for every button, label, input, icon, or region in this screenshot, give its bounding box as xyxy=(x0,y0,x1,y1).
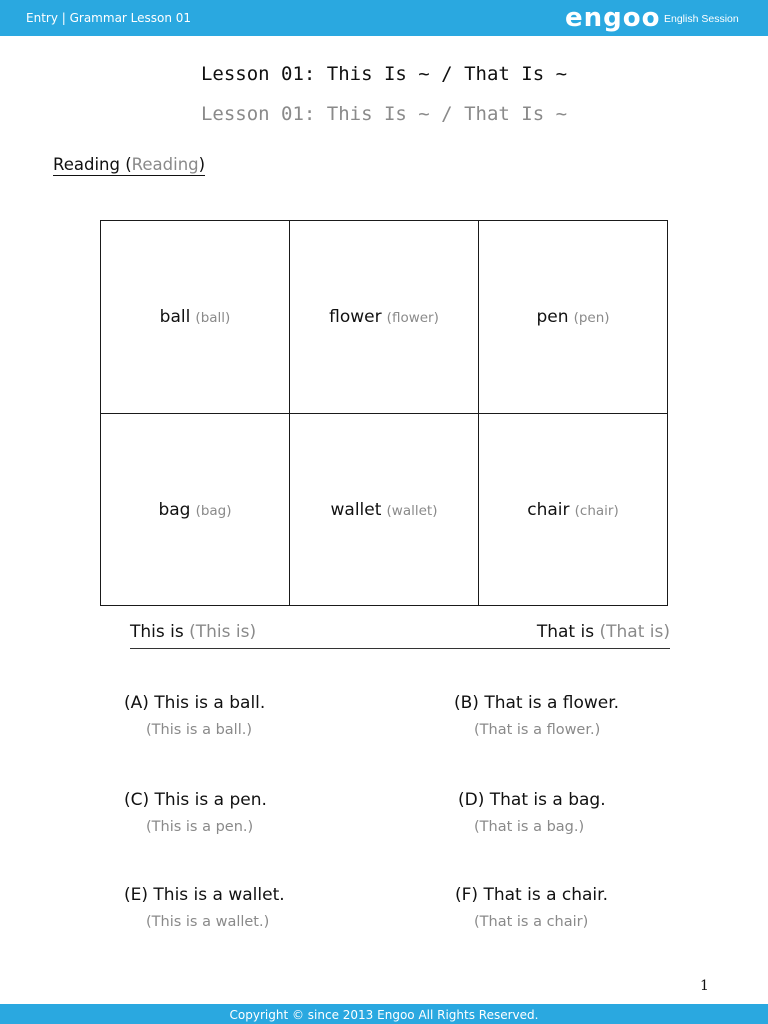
vocabulary-table xyxy=(100,220,668,606)
example-translation: (This is a wallet.) xyxy=(146,914,270,930)
vocab-cell xyxy=(290,221,479,414)
lesson-title-translation: Lesson 01: This Is ~ / That Is ~ xyxy=(200,103,568,125)
vocab-translation: (ball) xyxy=(195,310,231,326)
example-translation: (This is a pen.) xyxy=(146,819,254,835)
vocab-word: flower xyxy=(329,307,382,327)
section-label-translation: Reading xyxy=(131,155,199,174)
table-row xyxy=(101,221,668,414)
vocab-cell xyxy=(479,221,668,414)
pattern-that-translation: (That is) xyxy=(599,622,670,642)
section-heading-reading xyxy=(53,155,205,176)
vocab-cell xyxy=(101,221,290,414)
example-sentence: (A) This is a ball. xyxy=(124,693,266,713)
vocab-translation: (bag) xyxy=(195,502,232,519)
example-translation: (This is a ball.) xyxy=(146,722,252,738)
pattern-bar xyxy=(130,622,670,649)
page-number: 1 xyxy=(700,978,709,994)
vocab-word: wallet xyxy=(330,499,382,520)
example-sentence: (D) That is a bag. xyxy=(458,790,606,810)
example-translation: (That is a chair) xyxy=(474,914,589,930)
example-b xyxy=(454,693,619,738)
vocab-word: chair xyxy=(527,499,570,520)
vocab-cell xyxy=(479,414,668,606)
example-translation: (That is a bag.) xyxy=(474,819,585,835)
vocab-word: pen xyxy=(536,307,569,327)
pattern-that-label: That is xyxy=(536,622,595,642)
pattern-this-label: This is xyxy=(130,622,184,642)
copyright-text: Copyright © since 2013 Engoo All Rights Reserved. xyxy=(229,1008,539,1022)
vocab-word: ball xyxy=(159,307,191,327)
pattern-this-translation: (This is) xyxy=(189,622,257,642)
vocab-translation: (wallet) xyxy=(386,502,438,519)
vocab-cell xyxy=(101,414,290,606)
section-label: Reading xyxy=(53,155,120,174)
table-row xyxy=(101,414,668,606)
example-sentence: (F) That is a chair. xyxy=(455,885,608,905)
example-c xyxy=(124,790,267,835)
footer-bar xyxy=(0,1004,768,1024)
lesson-title: Lesson 01: This Is ~ / That Is ~ xyxy=(200,63,568,85)
vocab-translation: (chair) xyxy=(574,502,619,519)
vocab-translation: (flower) xyxy=(386,310,439,326)
course-breadcrumb: Entry | Grammar Lesson 01 xyxy=(26,11,192,25)
example-a xyxy=(124,693,265,738)
pattern-this-is xyxy=(130,622,256,642)
pattern-that-is xyxy=(537,622,670,642)
header-bar xyxy=(0,0,768,36)
vocab-cell xyxy=(290,414,479,606)
vocab-translation: (pen) xyxy=(573,310,610,326)
vocab-word: bag xyxy=(158,499,191,520)
example-sentence: (C) This is a pen. xyxy=(124,790,267,810)
engoo-logo-text: engoo xyxy=(565,3,661,33)
engoo-logo xyxy=(565,3,661,33)
session-label: English Session xyxy=(664,13,739,25)
example-e xyxy=(124,885,285,930)
example-sentence: (B) That is a flower. xyxy=(454,693,620,713)
example-d xyxy=(458,790,606,835)
section-close-paren: ) xyxy=(198,155,206,174)
example-translation: (That is a flower.) xyxy=(474,722,601,738)
example-sentence: (E) This is a wallet. xyxy=(124,885,285,905)
section-open-paren: ( xyxy=(119,155,132,174)
example-f xyxy=(455,885,608,930)
